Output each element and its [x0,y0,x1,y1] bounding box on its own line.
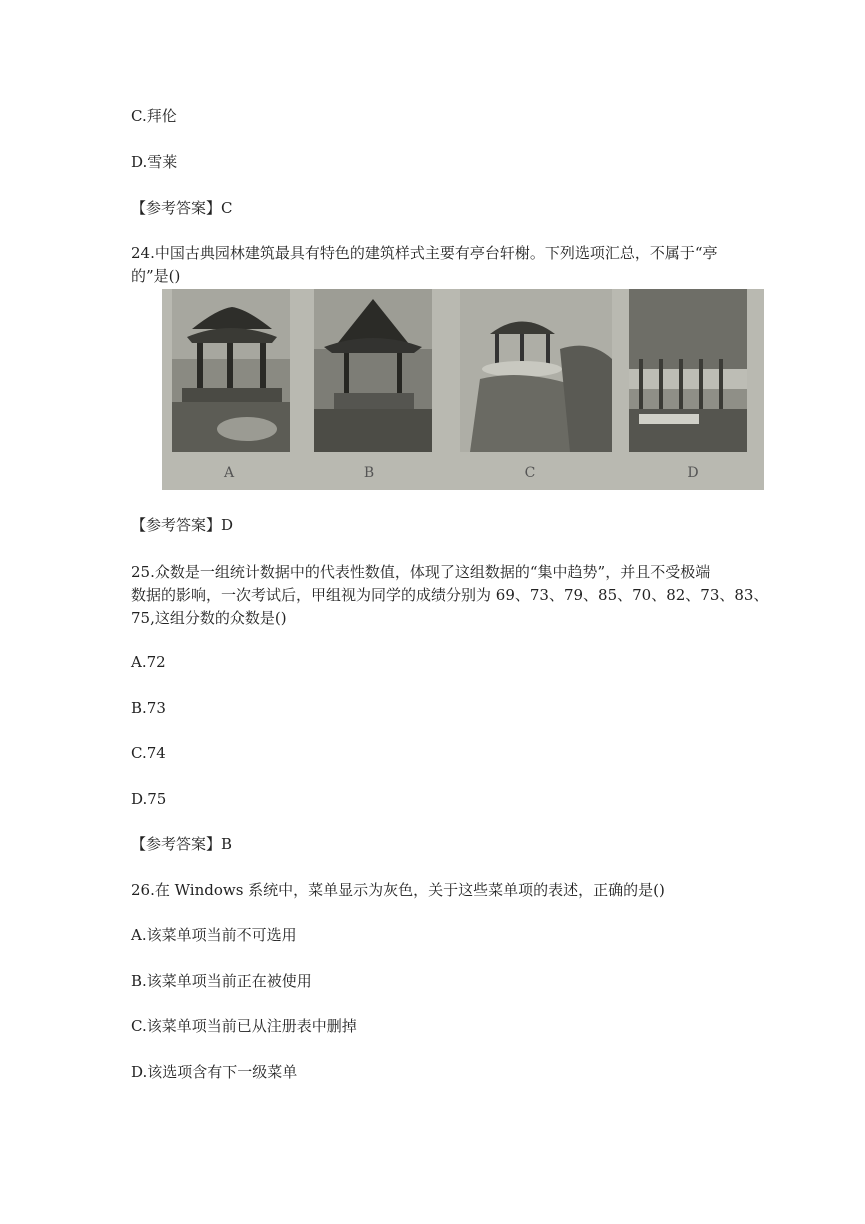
q26-option-d: D.该选项含有下一级菜单 [131,1063,298,1081]
q26-option-b: B.该菜单项当前正在被使用 [131,972,312,990]
q25-option-a: A.72 [131,653,166,671]
q26-option-a: A.该菜单项当前不可选用 [131,926,297,944]
q26-question: 26.在 Windows 系统中，菜单显示为灰色，关于这些菜单项的表述，正确的是() [131,881,665,899]
q24-answer: 【参考答案】D [131,516,234,534]
q25-option-d: D.75 [131,790,167,808]
q23-option-d: D.雪莱 [131,153,178,171]
photo-label-d: D [687,465,699,481]
q24-question-line-2: 的”是() [131,267,181,285]
q25-option-b: B.73 [131,699,166,717]
photo-label-b: B [363,465,375,481]
pavilion-photo-d [629,289,747,452]
pavilion-photo-c [460,289,612,452]
pavilion-photo-b [314,289,432,452]
q24-question-line-1: 24.中国古典园林建筑最具有特色的建筑样式主要有亭台轩榭。下列选项汇总，不属于“亭 [131,244,718,262]
q23-answer: 【参考答案】C [131,199,233,217]
pavilion-photo-figure [162,289,764,490]
photo-label-a: A [223,465,235,481]
q25-answer: 【参考答案】B [131,835,233,853]
q26-option-c: C.该菜单项当前已从注册表中删掉 [131,1017,357,1035]
q25-question-line-3: 75,这组分数的众数是() [131,609,287,627]
pavilion-photo-a [172,289,290,452]
photo-label-c: C [524,465,536,481]
q23-option-c: C.拜伦 [131,107,177,125]
q25-question-line-1: 25.众数是一组统计数据中的代表性数值，体现了这组数据的“集中趋势”，并且不受极端 [131,563,711,581]
q25-option-c: C.74 [131,744,166,762]
q25-question-line-2: 数据的影响，一次考试后，甲组视为同学的成绩分别为 69、73、79、85、70、82、73、83、 [131,586,769,604]
